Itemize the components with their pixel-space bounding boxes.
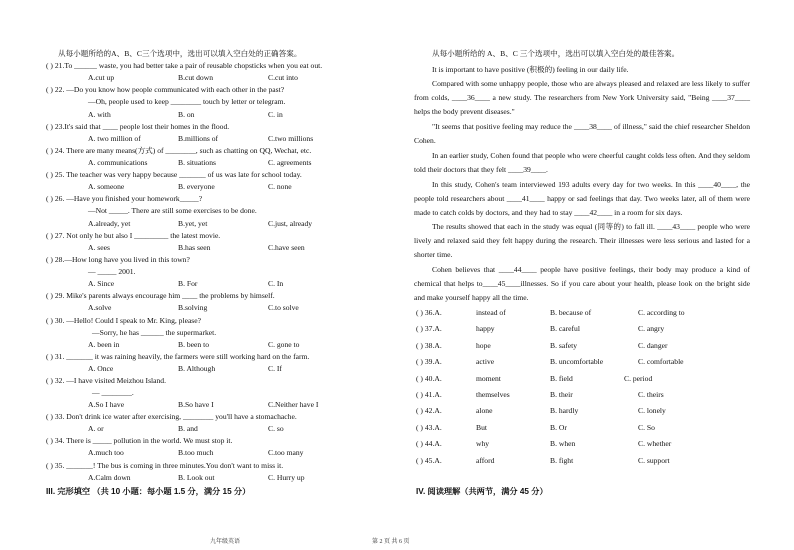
question-23: ( ) 23.It's said that ____ people lost their homes in the flood. xyxy=(46,122,230,131)
answer-39-c: C. comfortable xyxy=(638,357,684,366)
q24-option-b: B. situations xyxy=(178,158,216,167)
question-25: ( ) 25. The teacher was very happy because _______ of us was late for school today. xyxy=(46,170,302,179)
q25-option-b: B. everyone xyxy=(178,182,215,191)
q31-option-a: A. Once xyxy=(88,364,114,373)
q29-option-b: B.solving xyxy=(178,303,208,312)
q23-option-a: A. two million of xyxy=(88,134,141,143)
q32-option-a: A.So I have xyxy=(88,400,125,409)
section-heading-reading: IV. 阅读理解（共两节，满分 45 分） xyxy=(416,487,548,496)
answer-37-b: B. careful xyxy=(550,324,580,333)
q29-option-a: A.solve xyxy=(88,303,112,312)
answer-38-a: hope xyxy=(476,341,491,350)
passage-para-6: The results showed that each in the study was equal (同等的) to fall ill. ____43____ people who were lively and relaxed said they felt happy during the research. Their illnesses were less serious and lasted for a shorter time. xyxy=(414,222,750,260)
answer-44-num: ( ) 44.A. xyxy=(416,439,442,448)
q25-option-c: C. none xyxy=(268,182,292,191)
q31-option-c: C. If xyxy=(268,364,282,373)
passage-para-3: "It seems that positive feeling may reduce the ____38____ of illness," said the chief researcher Sheldon Cohen. xyxy=(414,122,750,146)
answer-42-num: ( ) 42.A. xyxy=(416,406,442,415)
q34-option-a: A.much too xyxy=(88,448,124,457)
q35-option-c: C. Hurry up xyxy=(268,473,305,482)
answer-42-b: B. hardly xyxy=(550,406,579,415)
q30-option-a: A. been in xyxy=(88,340,120,349)
question-21: ( ) 21.To ______ waste, you had better take a pair of reusable chopsticks when you eat out. xyxy=(46,61,323,70)
answer-42-c: C. lonely xyxy=(638,406,666,415)
question-22-reply: —Oh, people used to keep ________ touch by letter or telegram. xyxy=(88,97,286,106)
q32-option-c: C.Neither have I xyxy=(268,400,319,409)
q22-option-a: A. with xyxy=(88,110,111,119)
q21-option-c: C.cut into xyxy=(268,73,298,82)
answer-39-num: ( ) 39.A. xyxy=(416,357,442,366)
answer-45-b: B. fight xyxy=(550,456,574,465)
q35-option-a: A.Calm down xyxy=(88,473,131,482)
question-26-reply: —Not _____. There are still some exercises to be done. xyxy=(88,206,257,215)
question-28-reply: — _____ 2001. xyxy=(88,267,136,276)
answer-41-b: B. their xyxy=(550,390,573,399)
q26-option-b: B.yet, yet xyxy=(178,219,208,228)
answer-45-c: C. support xyxy=(638,456,670,465)
q28-option-c: C. In xyxy=(268,279,284,288)
question-29: ( ) 29. Mike's parents always encourage him ____ the problems by himself. xyxy=(46,291,275,300)
answer-40-num: ( ) 40.A. xyxy=(416,374,442,383)
answer-38-b: B. safety xyxy=(550,341,577,350)
q35-option-b: B. Look out xyxy=(178,473,215,482)
answer-45-a: afford xyxy=(476,456,495,465)
question-30-reply: —Sorry, he has ______ the supermarket. xyxy=(92,328,217,337)
q34-option-c: C.too many xyxy=(268,448,304,457)
passage-para-1: It is important to have positive (积极的) feeling in our daily life. xyxy=(432,65,629,74)
passage-para-4: In an earlier study, Cohen found that people who were cheerful caught colds less often. And they seldom told their doctors that they felt ____39____. xyxy=(414,151,750,175)
q33-option-c: C. so xyxy=(268,424,284,433)
left-instruction: 从每小题所给的A、B、C三个选项中，选出可以填入空白处的正确答案。 xyxy=(58,49,302,58)
question-30: ( ) 30. —Hello! Could I speak to Mr. King, please? xyxy=(46,316,202,325)
question-32-reply: — ________. xyxy=(92,388,134,397)
q21-option-b: B.cut down xyxy=(178,73,214,82)
answer-36-b: B. because of xyxy=(550,308,592,317)
answer-38-c: C. danger xyxy=(638,341,668,350)
answer-43-a: But xyxy=(476,423,487,432)
answer-37-c: C. angry xyxy=(638,324,665,333)
answer-36-c: C. according to xyxy=(638,308,685,317)
right-instruction: 从每小题所给的 A、B、C 三个选项中，选出可以填入空白处的最佳答案。 xyxy=(432,49,680,58)
q22-option-b: B. on xyxy=(178,110,195,119)
q32-option-b: B.So have I xyxy=(178,400,214,409)
q34-option-b: B.too much xyxy=(178,448,214,457)
q23-option-b: B.millions of xyxy=(178,134,219,143)
q27-option-c: C.have seen xyxy=(268,243,305,252)
answer-43-b: B. Or xyxy=(550,423,567,432)
answer-37-num: ( ) 37.A. xyxy=(416,324,442,333)
answer-38-num: ( ) 38.A. xyxy=(416,341,442,350)
footer-page-number: 第 2 页 共 6 页 xyxy=(372,539,410,545)
answer-36-a: instead of xyxy=(476,308,506,317)
q29-option-c: C.to solve xyxy=(268,303,299,312)
footer-grade: 九年级英语 xyxy=(210,539,241,545)
answer-40-a: moment xyxy=(476,374,501,383)
q28-option-b: B. For xyxy=(178,279,198,288)
question-28: ( ) 28.—How long have you lived in this town? xyxy=(46,255,190,264)
q27-option-b: B.has seen xyxy=(178,243,211,252)
question-32: ( ) 32. —I have visited Meizhou Island. xyxy=(46,376,166,385)
answer-42-a: alone xyxy=(476,406,493,415)
answer-41-num: ( ) 41.A. xyxy=(416,390,442,399)
answer-45-num: ( ) 45.A. xyxy=(416,456,442,465)
question-26: ( ) 26. —Have you finished your homework_____? xyxy=(46,194,203,203)
answer-44-b: B. when xyxy=(550,439,576,448)
question-35: ( ) 35. _______! The bus is coming in three minutes.You don't want to miss it. xyxy=(46,461,284,470)
answer-44-a: why xyxy=(476,439,490,448)
question-33: ( ) 33. Don't drink ice water after exercising, ________ you'll have a stomachache. xyxy=(46,412,297,421)
answer-39-b: B. uncomfortable xyxy=(550,357,604,366)
q23-option-c: C.two millions xyxy=(268,134,314,143)
passage-para-7: Cohen believes that ____44____ people have positive feelings, their body may produce a kind of chemical that helps to____45____illnesses. So if you care about your health, please look on the bright side and make yourself happy all the time. xyxy=(414,265,750,303)
q33-option-b: B. and xyxy=(178,424,198,433)
answer-43-c: C. So xyxy=(638,423,655,432)
q33-option-a: A. or xyxy=(88,424,104,433)
passage-para-2: Compared with some unhappy people, those who are always pleased and relaxed are less likely to suffer from colds, ____36____ a new study. The researchers from New York University said, "Being ____37____ helps the body prevent diseases." xyxy=(414,79,750,117)
q24-option-a: A. communications xyxy=(88,158,148,167)
question-22: ( ) 22. —Do you know how people communicated with each other in the past? xyxy=(46,85,285,94)
q31-option-b: B. Although xyxy=(178,364,216,373)
answer-44-c: C. whether xyxy=(638,439,672,448)
q25-option-a: A. someone xyxy=(88,182,125,191)
q30-option-c: C. gone to xyxy=(268,340,300,349)
question-27: ( ) 27. Not only he but also I _________ the latest movie. xyxy=(46,231,221,240)
q27-option-a: A. sees xyxy=(88,243,110,252)
answer-36-num: ( ) 36.A. xyxy=(416,308,442,317)
section-heading-cloze: III. 完形填空 （共 10 小题：每小题 1.5 分，满分 15 分） xyxy=(46,487,251,496)
answer-41-c: C. theirs xyxy=(638,390,664,399)
answer-40-b: B. field xyxy=(550,374,573,383)
q21-option-a: A.cut up xyxy=(88,73,115,82)
question-31: ( ) 31. _______ it was raining heavily, the farmers were still working hard on the farm. xyxy=(46,352,310,361)
answer-43-num: ( ) 43.A. xyxy=(416,423,442,432)
q26-option-a: A.already, yet xyxy=(88,219,131,228)
answer-39-a: active xyxy=(476,357,495,366)
q28-option-a: A. Since xyxy=(88,279,115,288)
question-34: ( ) 34. There is _____ pollution in the world. We must stop it. xyxy=(46,436,233,445)
q22-option-c: C. in xyxy=(268,110,283,119)
answer-41-a: themselves xyxy=(476,390,510,399)
answer-40-c: C. period xyxy=(624,374,653,383)
question-24: ( ) 24. There are many means(方式) of ________, such as chatting on QQ, Wechat, etc. xyxy=(46,146,312,155)
q24-option-c: C. agreements xyxy=(268,158,312,167)
passage-para-5: In this study, Cohen's team interviewed 193 adults every day for two weeks. In this ____40____, the people told researchers about ____41____ happy or sad feelings that day. Two weeks later, all of them were made to catch colds by doctors, and they had to stay ____42____ in a room for six days. xyxy=(414,180,750,218)
q26-option-c: C.just, already xyxy=(268,219,313,228)
q30-option-b: B. been to xyxy=(178,340,210,349)
answer-37-a: happy xyxy=(476,324,495,333)
